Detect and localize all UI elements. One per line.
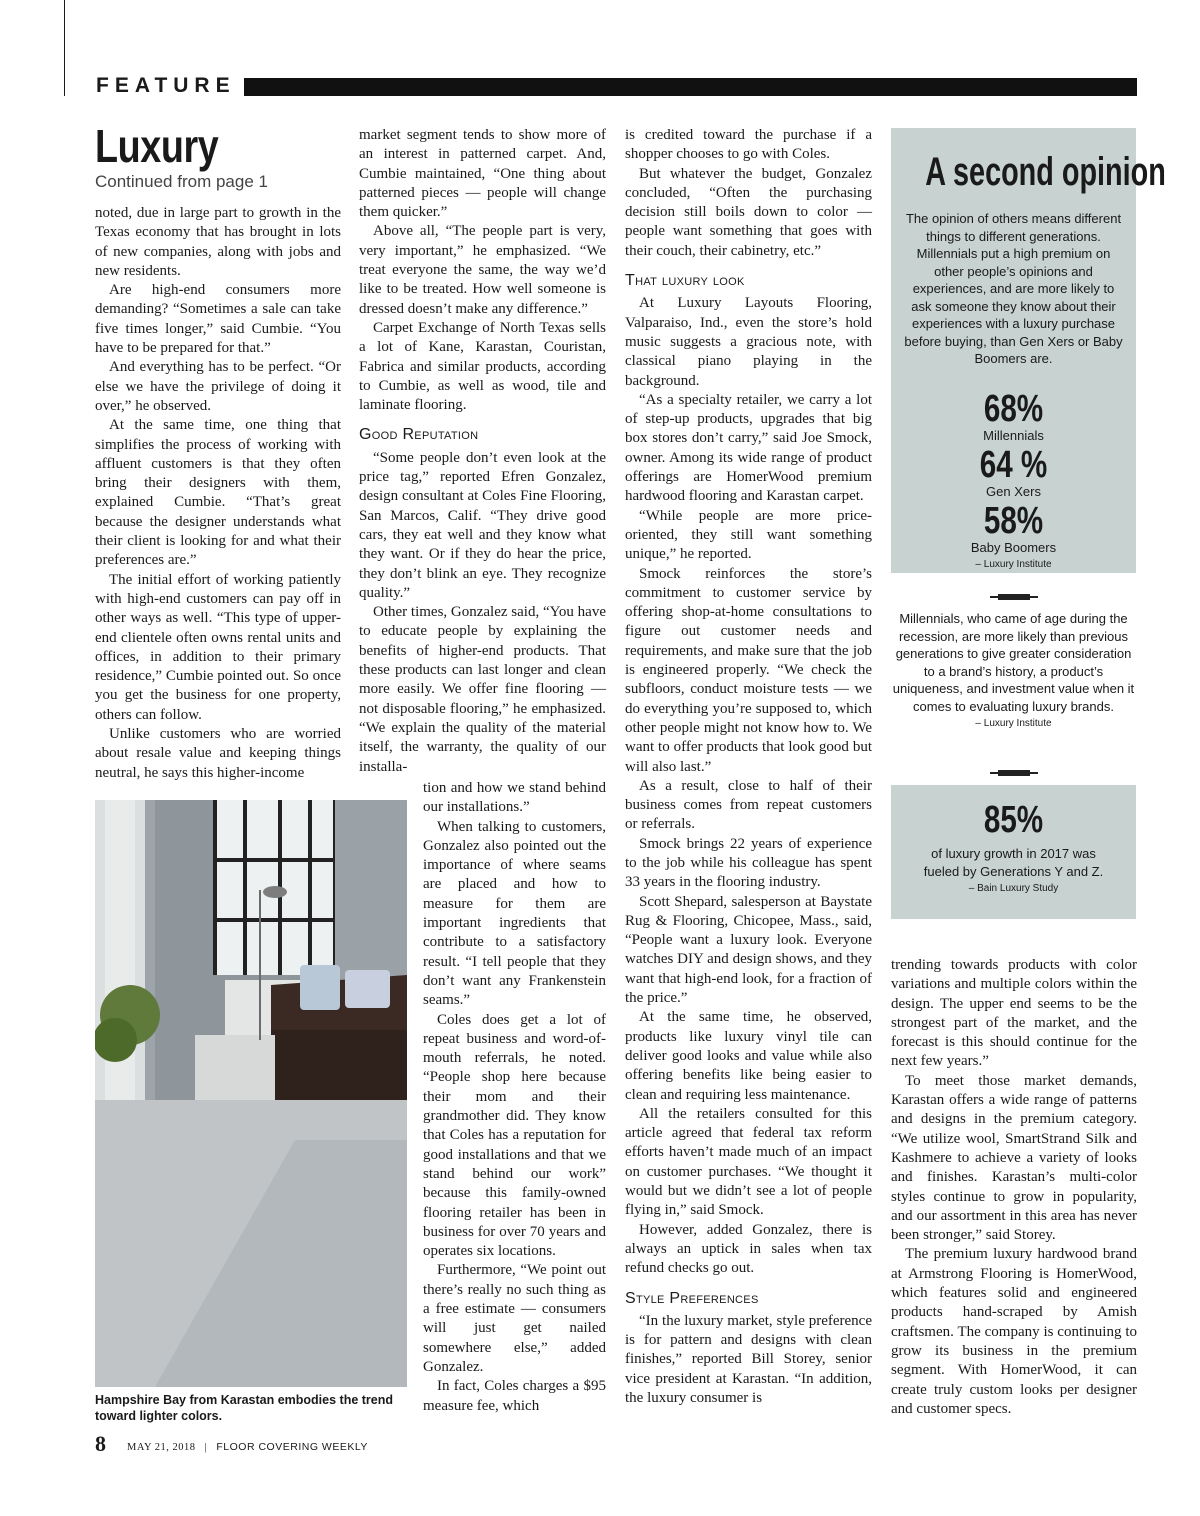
paragraph: Other times, Gonzalez said, “You have to educate people by explaining the benefits of higher-end products. That these products can last longer and clean more easily. We offer fine flooring — not disposable flooring,” he emphasized. “We explain the quality of the material itself, the warranty, the quality of our installa- bbox=[359, 604, 606, 775]
stat-value: 58% bbox=[983, 499, 1044, 542]
divider-tab bbox=[998, 594, 1030, 600]
paragraph: tion and how we stand behind our installations.” bbox=[423, 780, 606, 816]
sidebar-title: A second opinion bbox=[925, 150, 1166, 194]
paragraph: is credited toward the purchase if a shopper chooses to go with Coles. bbox=[625, 127, 872, 163]
stat-genx bbox=[891, 443, 1136, 500]
sidebar-opinion-box bbox=[891, 128, 1166, 573]
paragraph: trending towards products with color variations and multiple colors within the design. The upper end seems to be the strongest part of the market, and the forecast is this should continue for the next few years.” bbox=[891, 957, 1137, 1070]
paragraph: “In the luxury market, style preference is for pattern and designs with clean finishes,” reported Bill Storey, senior vice president at Karastan. “In addition, the luxury consumer is bbox=[625, 1312, 872, 1406]
paragraph: Unlike customers who are worried about resale value and keeping things neutral, he says this higher-income bbox=[95, 726, 341, 781]
big-stat-text: of luxury growth in 2017 was fueled by Generations Y and Z. bbox=[923, 846, 1104, 879]
paragraph: But whatever the budget, Gonzalez concluded, “Often the purchasing decision still boils down to color — people want something that goes with their couch, their cabinetry, etc.” bbox=[625, 165, 872, 259]
paragraph: Carpet Exchange of North Texas sells a lot of Kane, Karastan, Couristan, Fabrica and similar products, according to Cumbie, as well as wood, tile and laminate flooring. bbox=[359, 319, 606, 414]
paragraph: Smock brings 22 years of experience to the job while his colleague has spent 33 years in the flooring industry. bbox=[625, 835, 872, 891]
issue-date: MAY 21, 2018 bbox=[127, 1442, 196, 1453]
column-1 bbox=[95, 204, 341, 783]
subheading: Good Reputation bbox=[359, 426, 479, 444]
paragraph: “While people are more price-oriented, they still want something unique,” he reported. bbox=[625, 507, 872, 563]
paragraph: When talking to customers, Gonzalez also pointed out the importance of where seams are placed and how to measure for them are important ingredients that contribute to a satisfactory result. “I tell people that they don’t want any Frankenstein seams.” bbox=[423, 818, 606, 1009]
article-headline: Luxury bbox=[95, 120, 219, 172]
paragraph: Smock reinforces the store’s commitment to customer service by offering shop-at-home consultations to figure out customer needs and requirements, and make sure that the job is engineered properly. “We check the subfloors, conduct moisture tests — we do everything you’re supposed to, which other people might not know how to. We want to offer products that look good but will also last.” bbox=[625, 565, 872, 775]
paragraph: Scott Shepard, salesperson at Baystate Rug & Flooring, Chicopee, Mass., said, “People want a luxury look. Everyone watches DIY and design shows, and they want that high-end look, for a fraction of the price.” bbox=[625, 893, 872, 1007]
paragraph: Furthermore, “We point out there’s really no such thing as a free estimate — consumers will just get nailed somewhere else,” added Gonzalez. bbox=[423, 1262, 606, 1375]
paragraph: In fact, Coles charges a $95 measure fee, which bbox=[423, 1378, 606, 1414]
stat-boomers bbox=[891, 499, 1136, 556]
paragraph: The initial effort of working patiently with high-end customers can pay off in other ways as well. “This type of upper-end clientele often owns rental units and offices, in addition to their primary residence,” Cumbie pointed out. So once you get the business for one property, others can follow. bbox=[95, 571, 341, 723]
paragraph: The premium luxury hardwood brand at Armstrong Flooring is HomerWood, which features solid and engineered products hand-scraped by Amish craftsmen. The company is continuing to grow its business in the premium segment. With HomerWood, it can create truly custom looks per designer and customer specs. bbox=[891, 1246, 1137, 1417]
living-room-image bbox=[95, 800, 407, 1387]
room-photo bbox=[95, 800, 407, 1387]
stat-value: 68% bbox=[983, 387, 1044, 430]
sidebar-stat-box bbox=[891, 785, 1136, 919]
paragraph: Are high-end consumers more demanding? “Sometimes a sale can take five times longer,” said Cumbie. “You have to be prepared for that.” bbox=[95, 282, 341, 357]
footer-info bbox=[127, 1441, 368, 1453]
subheading: That luxury look bbox=[625, 272, 745, 290]
source-credit: – Luxury Institute bbox=[975, 718, 1052, 729]
paragraph: To meet those market demands, Karastan offers a wide range of patterns and designs in the premium category. “We utilize wool, SmartStrand Silk and Kashmere to achieve a variety of looks and finishes. Karastan’s multi-color styles continue to grow in popularity, and our assortment in this area has never been stronger,” said Storey. bbox=[891, 1072, 1137, 1244]
paragraph: Coles does get a lot of repeat business and word-of-mouth referrals, he noted. “People shop here because their mom and their grandmother did. They know that Coles has a reputation for good installations and that we stand behind our work” because this family-owned flooring retailer has been in business for over 70 years and operates six locations. bbox=[423, 1011, 606, 1260]
page-number: 8 bbox=[95, 1431, 106, 1456]
source-credit: – Luxury Institute bbox=[975, 558, 1052, 570]
section-label: FEATURE bbox=[96, 74, 236, 97]
sidebar-middle-text bbox=[891, 610, 1136, 731]
stat-value: 64 % bbox=[979, 443, 1048, 486]
paragraph: “As a specialty retailer, we carry a lot of step-up products, upgrades that big box stores don’t carry,” said Joe Smock, owner. Among its wide range of product offerings are HomerWood premium hardwood flooring and Karastan carpet. bbox=[625, 391, 872, 505]
column-4 bbox=[891, 956, 1137, 1419]
margin-rule bbox=[64, 0, 65, 96]
paragraph: market segment tends to show more of an interest in patterned carpet. And, Cumbie maintained, “One thing about patterned pieces — people will change them quicker.” bbox=[359, 127, 606, 221]
stat-label: Gen Xers bbox=[986, 483, 1041, 499]
sidebar-intro: The opinion of others means different things to different generations. Millennials put a high premium on other people’s opinions and experiences, and are more likely to ask someone they know about their experiences with a luxury purchase before buying, than Gen Xers or Baby Boomers are. bbox=[904, 211, 1123, 366]
source-credit: – Bain Luxury Study bbox=[968, 883, 1059, 894]
divider-tab bbox=[998, 770, 1030, 776]
paragraph: At the same time, he observed, products like luxury vinyl tile can deliver good looks and value while also offering benefits like being easier to clean and requiring less maintenance. bbox=[625, 1009, 872, 1103]
column-2-lower bbox=[423, 779, 606, 1416]
publication-name: FLOOR COVERING WEEKLY bbox=[216, 1441, 368, 1453]
paragraph: noted, due in large part to growth in the Texas economy that has brought in lots of new companies, along with jobs and new residents. bbox=[95, 205, 341, 279]
paragraph: “Some people don’t even look at the price tag,” reported Efren Gonzalez, design consultant at Coles Fine Flooring, San Marcos, Calif. “They drive good cars, they eat well and they know what they want. Or if they do hear the price, they don’t blink an eye. They recognize quality.” bbox=[359, 449, 606, 601]
stat-label: Millennials bbox=[983, 427, 1044, 443]
subheading: Style Preferences bbox=[625, 1289, 759, 1307]
paragraph: And everything has to be perfect. “Or else we have the privilege of doing it over,” he observed. bbox=[95, 359, 341, 414]
paragraph: Above all, “The people part is very, very important,” he emphasized. “We treat everyone the same, the way we’d like to be treated. How well someone is dressed doesn’t make any difference.” bbox=[359, 223, 606, 317]
paragraph: All the retailers consulted for this article agreed that federal tax reform efforts haven’t made much of an impact on customer purchases. “We thought it would but we didn’t see a lot of people flying in,” said Smock. bbox=[625, 1105, 872, 1219]
paragraph: However, added Gonzalez, there is always an uptick in sales when tax refund checks go out. bbox=[625, 1221, 872, 1277]
section-bar bbox=[244, 78, 1137, 96]
footer-separator: | bbox=[204, 1442, 208, 1453]
paragraph: At Luxury Layouts Flooring, Valparaiso, Ind., even the store’s hold music suggests a gracious note, with classical piano playing in the background. bbox=[625, 295, 872, 389]
column-2 bbox=[359, 126, 606, 777]
big-stat-value: 85% bbox=[983, 799, 1044, 841]
column-3 bbox=[625, 126, 872, 1408]
paragraph: At the same time, one thing that simplifies the process of working with affluent customers is that they often bring their designers with them, explained Cumbie. “That’s great because the designer understands what their client is looking for and what their preferences are.” bbox=[95, 417, 341, 569]
photo-caption: Hampshire Bay from Karastan embodies the trend toward lighter colors. bbox=[95, 1393, 393, 1423]
paragraph: As a result, close to half of their business comes from repeat customers or referrals. bbox=[625, 777, 872, 833]
stat-millennials bbox=[891, 387, 1136, 444]
stat-label: Baby Boomers bbox=[970, 539, 1057, 555]
middle-body: Millennials, who came of age during the recession, are more likely than previous generations to give greater consideration to a brand’s history, a product’s uniqueness, and investment value when it comes to evaluating luxury brands. bbox=[892, 611, 1135, 714]
continued-line: Continued from page 1 bbox=[95, 172, 268, 191]
